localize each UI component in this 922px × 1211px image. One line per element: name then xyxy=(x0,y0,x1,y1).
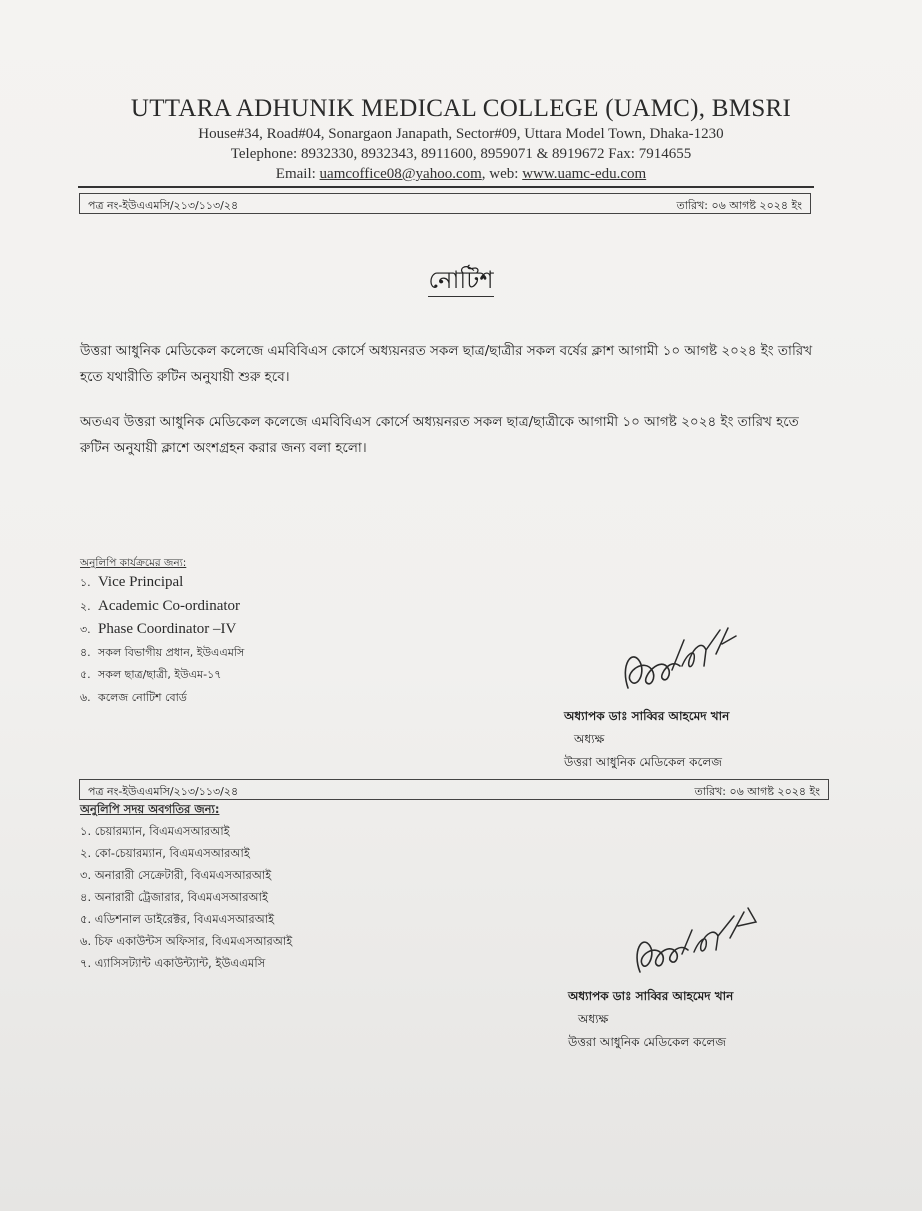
signatory-designation: অধ্যক্ষ xyxy=(578,1012,609,1026)
reference-bar-top xyxy=(79,193,811,214)
reference-bar-bottom xyxy=(79,779,829,800)
list-item: ৩. অনারারী সেক্রেটারী, বিএমএসআরআই xyxy=(80,868,272,882)
notice-title xyxy=(0,262,922,302)
header-divider xyxy=(78,186,814,188)
signatory-institution: উত্তরা আধুনিক মেডিকেল কলেজ xyxy=(564,755,723,769)
notice-paragraph-1: উত্তরা আধুনিক মেডিকেল কলেজে এমবিবিএস কোর্সে অধ্যয়নরত সকল ছাত্র/ছাত্রীর সকল বর্ষের ক্লাশ আগামী ১০ আগষ্ট ২০২৪ ইং তারিখ হতে যথারীতি রুটিন অনুযায়ী শুরু হবে। xyxy=(80,343,813,385)
signatory-block-bottom xyxy=(568,985,733,1054)
college-name: UTTARA ADHUNIK MEDICAL COLLEGE (UAMC), BMSRI xyxy=(130,95,792,122)
reference-date: তারিখ: ০৬ আগষ্ট ২০২৪ ইং xyxy=(694,785,820,798)
list-item: ৩. Phase Coordinator –IV xyxy=(80,621,237,637)
signatory-block-top xyxy=(564,705,729,774)
college-contact xyxy=(0,166,922,183)
list-item: ১. চেয়ারম্যান, বিএমএসআরআই xyxy=(80,824,230,838)
signatory-institution: উত্তরা আধুনিক মেডিকেল কলেজ xyxy=(568,1035,727,1049)
copy-action-list xyxy=(80,571,244,709)
list-item: ৬. চিফ একাউন্টস অফিসার, বিএমএসআরআই xyxy=(80,934,293,948)
web-link[interactable]: www.uamc-edu.com xyxy=(522,166,647,182)
signature-top xyxy=(610,610,760,705)
list-item: ৬. কলেজ নোটিশ বোর্ড xyxy=(80,690,187,704)
web-label: , web: xyxy=(481,166,523,182)
reference-number: পত্র নং-ইউএএমসি/২১৩/১১৩/২৪ xyxy=(88,785,239,798)
notice-paragraph-2: অতএব উত্তরা আধুনিক মেডিকেল কলেজে এমবিবিএস কোর্সে অধ্যয়নরত সকল ছাত্র/ছাত্রীকে আগামী ১০ আগষ্ট ২০২৪ ইং তারিখ হতে রুটিন অনুযায়ী ক্লাশে অংশগ্রহন করার জন্য বলা হলো। xyxy=(80,414,799,456)
copy-action-heading: অনুলিপি কার্যক্রমের জন্য: xyxy=(80,557,187,569)
list-item: ১. Vice Principal xyxy=(80,574,184,590)
email-label: Email: xyxy=(275,166,320,182)
list-item: ৫. এডিশনাল ডাইরেক্টর, বিএমএসআরআই xyxy=(80,912,275,926)
notice-title-text: নোটিশ xyxy=(428,266,493,297)
copy-info-list xyxy=(80,820,292,974)
email-link[interactable]: uamcoffice08@yahoo.com xyxy=(319,166,482,182)
signatory-name: অধ্যাপক ডাঃ সাব্বির আহমেদ খান xyxy=(564,709,730,723)
college-address: House#34, Road#04, Sonargaon Janapath, Sector#09, Uttara Model Town, Dhaka-1230 xyxy=(198,126,724,142)
signatory-name: অধ্যাপক ডাঃ সাব্বির আহমেদ খান xyxy=(568,989,734,1003)
list-item: ৫. সকল ছাত্র/ছাত্রী, ইউএম-১৭ xyxy=(80,668,222,681)
list-item: ৭. এ্যাসিসট্যান্ট একাউন্ট্যান্ট, ইউএএমসি xyxy=(80,956,266,970)
reference-date: তারিখ: ০৬ আগষ্ট ২০২৪ ইং xyxy=(676,199,802,212)
list-item: ২. Academic Co-ordinator xyxy=(80,597,241,614)
reference-number: পত্র নং-ইউএএমসি/২১৩/১১৩/২৪ xyxy=(88,199,239,212)
list-item: ৪. সকল বিভাগীয় প্রধান, ইউএএমসি xyxy=(80,645,245,659)
list-item: ৪. অনারারী ট্রেজারার, বিএমএসআরআই xyxy=(80,890,268,904)
signature-bottom xyxy=(620,890,780,985)
list-item: ২. কো-চেয়ারম্যান, বিএমএসআরআই xyxy=(80,846,250,860)
copy-info-heading: অনুলিপি সদয় অবগতির জন্য: xyxy=(80,802,220,816)
signatory-designation: অধ্যক্ষ xyxy=(574,732,605,746)
college-telephone: Telephone: 8932330, 8932343, 8911600, 8959071 & 8919672 Fax: 7914655 xyxy=(230,146,692,162)
